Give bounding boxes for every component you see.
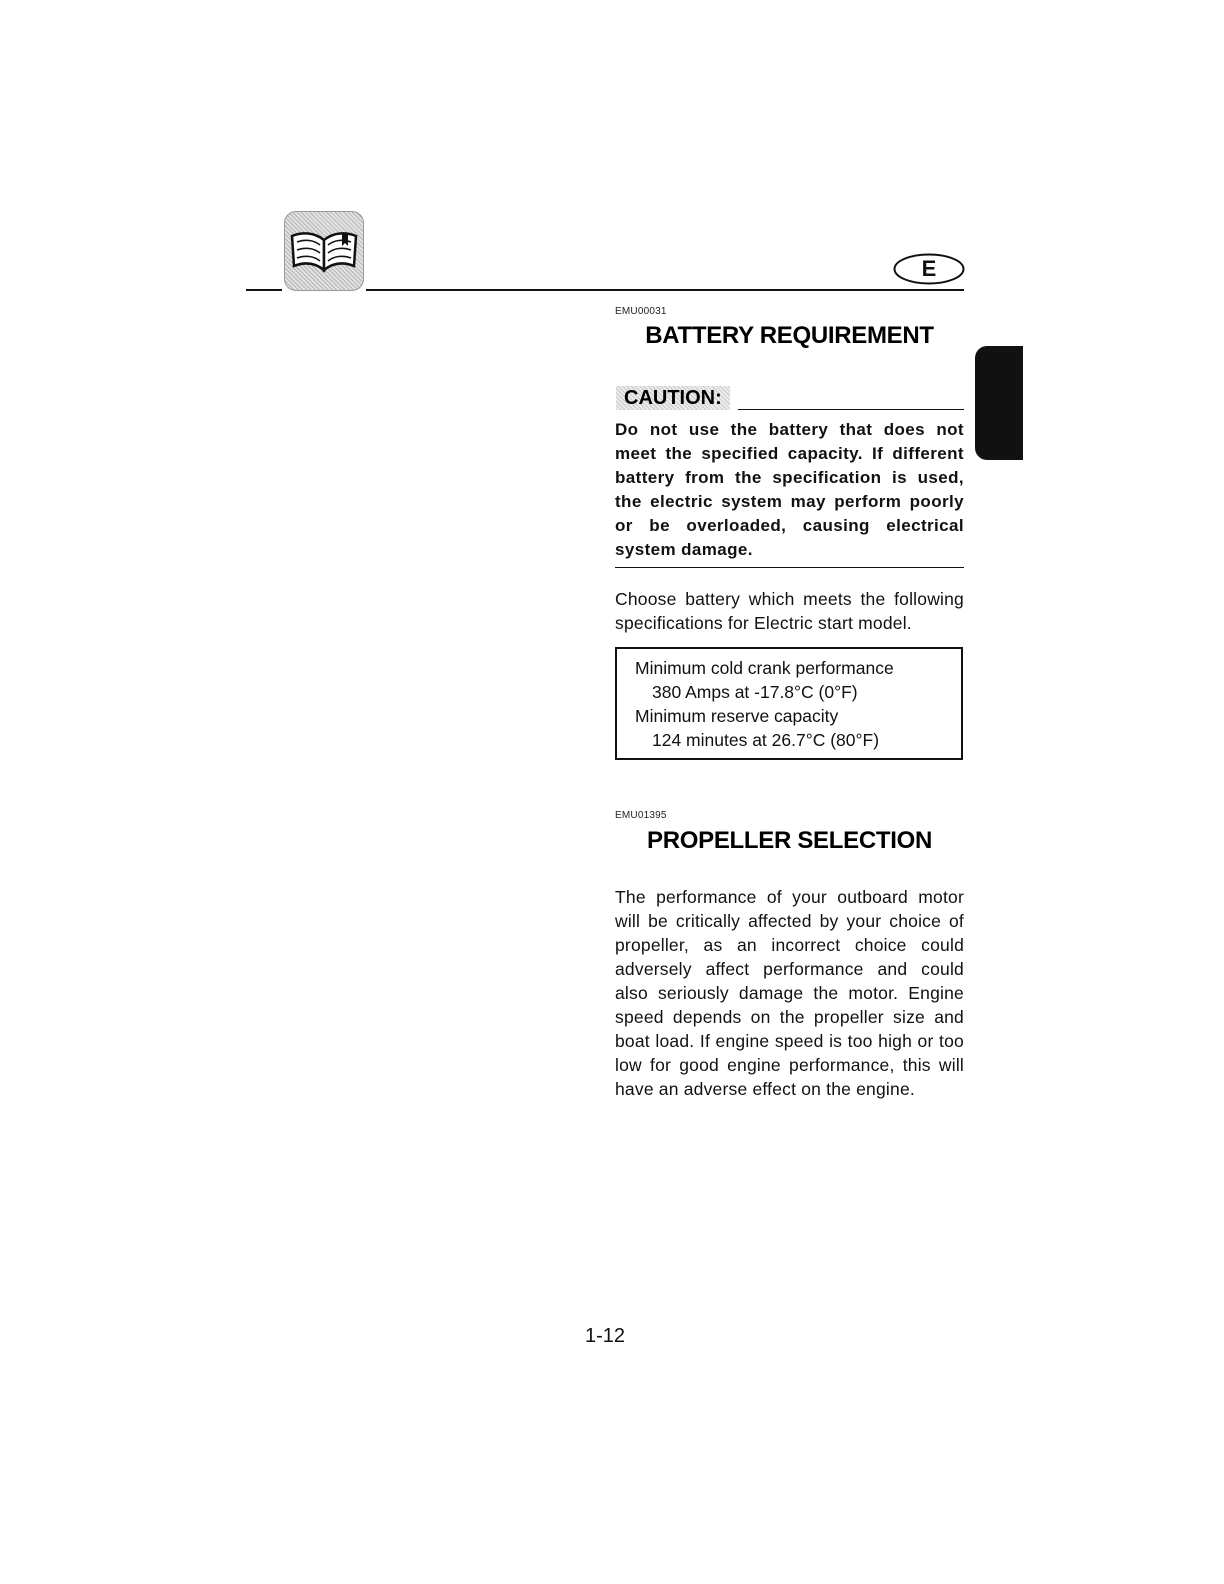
propeller-text: The performance of your outboard motor will be critically affected by your choice of propeller, as an incorrect choice could adversely affect performance and could also seriously damage the motor. Engine speed depends on the propeller size and boat load. If engine speed is too high or too low for good engine performance, this will have an adverse effect on the engine. xyxy=(615,887,964,1099)
section-side-tab xyxy=(975,346,1023,460)
battery-intro-text: Choose battery which meets the following specifications for Electric start model. xyxy=(615,589,964,633)
spec-label: Minimum cold crank performance xyxy=(635,658,894,678)
page-number: 1-12 xyxy=(584,1325,626,1347)
section-title-propeller: PROPELLER SELECTION xyxy=(647,827,932,854)
battery-intro-block xyxy=(615,587,964,635)
propeller-text-block xyxy=(615,885,964,1101)
caution-label: CAUTION: xyxy=(616,386,730,410)
spec-label: Minimum reserve capacity xyxy=(635,706,839,726)
spec-box xyxy=(615,647,963,760)
section-code: EMU01395 xyxy=(615,810,667,821)
spec-value: 380 Amps at -17.8°C (0°F) xyxy=(652,682,858,702)
language-letter: E xyxy=(921,256,937,281)
section-code: EMU00031 xyxy=(615,306,667,317)
header-rule-left xyxy=(246,289,282,291)
spec-value: 124 minutes at 26.7°C (80°F) xyxy=(652,730,880,750)
header-rule-right xyxy=(366,289,964,291)
section-title-battery: BATTERY REQUIREMENT xyxy=(645,322,934,349)
open-book-icon xyxy=(284,211,364,291)
caution-block xyxy=(615,418,964,562)
caution-text: Do not use the battery that does not meet the specified capacity. If different battery from the specification is used, the electric system may perform poorly or be overloaded, causing electrical system damage. xyxy=(615,420,964,559)
caution-rule xyxy=(738,409,964,410)
caution-bottom-rule xyxy=(615,567,964,568)
